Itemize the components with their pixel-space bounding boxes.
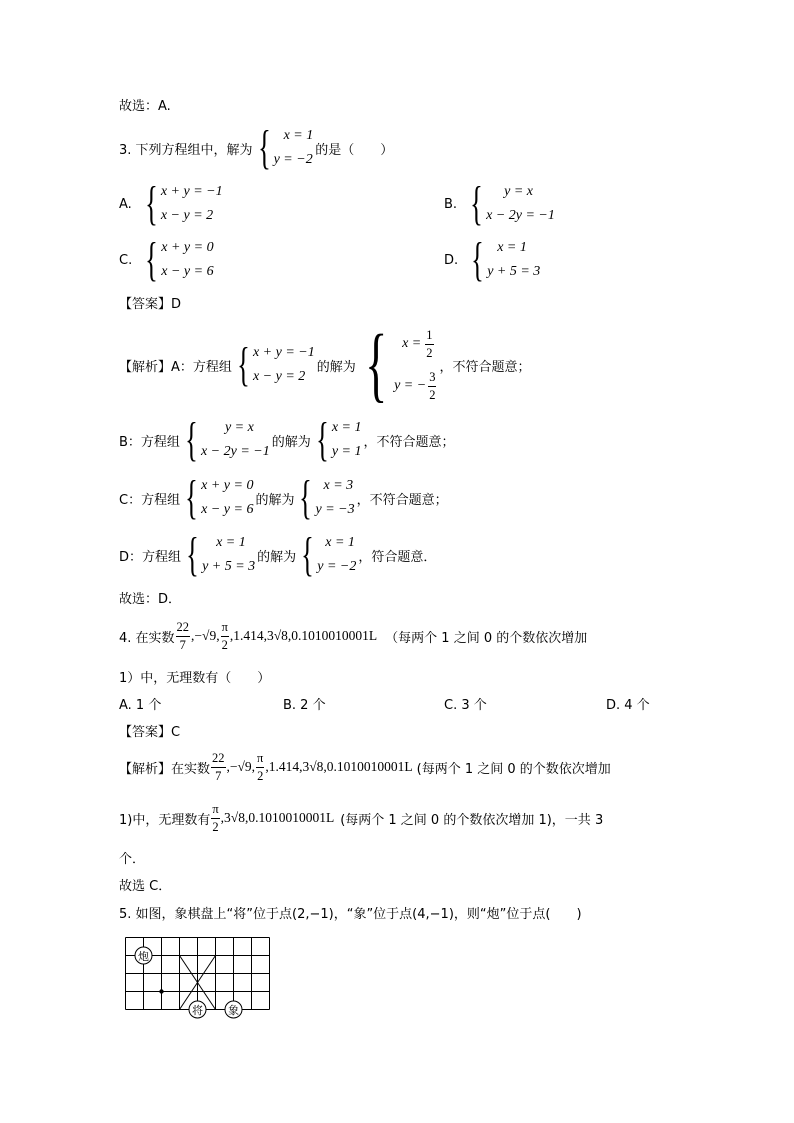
analysis-suffix: ，不符合题意； bbox=[356, 492, 448, 508]
analysis-eq: x − 2y = −1 bbox=[200, 444, 270, 459]
q3-analysis-c bbox=[119, 471, 448, 524]
q3-stem bbox=[119, 121, 394, 174]
q4-analysis-line3: 个． bbox=[119, 852, 146, 867]
analysis-system: { y = x x − 2y = −1 bbox=[185, 413, 270, 466]
q3-option-a[interactable] bbox=[119, 177, 225, 230]
q4-option-c[interactable]: C. 3 个 bbox=[444, 698, 487, 713]
fraction-num: 3 bbox=[428, 371, 436, 387]
analysis-suffix: ，符合题意． bbox=[358, 549, 437, 565]
q4-answer: 【答案】C bbox=[119, 725, 181, 740]
q4-option-a[interactable]: A. 1 个 bbox=[119, 698, 162, 713]
option-eq: x − y = 6 bbox=[161, 264, 214, 279]
analysis-eq: x − y = 2 bbox=[252, 369, 306, 384]
analysis-list-b: ,1.414,3√8,0.1010010001L bbox=[265, 759, 413, 774]
option-eq: x − 2y = −1 bbox=[486, 208, 555, 223]
analysis-mid: 的解为 bbox=[257, 549, 297, 565]
option-label: A. bbox=[119, 196, 132, 212]
analysis-line2-suffix: (每两个 1 之间 0 的个数依次增加 1)，一共 3 bbox=[340, 812, 604, 828]
q3-option-b[interactable] bbox=[444, 177, 557, 230]
option-label: D. bbox=[444, 252, 459, 268]
option-eq: x = 1 bbox=[497, 240, 527, 255]
analysis-eq: x = 1 bbox=[216, 535, 246, 550]
analysis-system: { x + y = −1 x − y = 2 bbox=[237, 338, 315, 391]
q3-stem-prefix: 3. 下列方程组中，解为 bbox=[119, 142, 253, 158]
fraction-den: 2 bbox=[429, 387, 436, 402]
fraction bbox=[211, 803, 219, 833]
fraction-den: 2 bbox=[221, 637, 228, 652]
q4-stem bbox=[119, 614, 587, 658]
piece-pao bbox=[135, 947, 152, 964]
analysis-solution: { x = 1 y = −2 bbox=[301, 528, 357, 581]
fraction bbox=[176, 621, 191, 651]
fraction-den: 2 bbox=[257, 768, 264, 783]
analysis-prefix: 【解析】A：方程组 bbox=[119, 359, 232, 375]
fraction-num: π bbox=[211, 803, 219, 819]
option-system: { x + y = −1 x − y = 2 bbox=[144, 177, 223, 230]
q4-prefix: 4. 在实数 bbox=[119, 630, 175, 646]
option-eq: x − y = 2 bbox=[160, 208, 214, 223]
analysis-solution: { x = 3 y = −3 bbox=[299, 471, 355, 524]
analysis-note: (每两个 1 之间 0 的个数依次增加 bbox=[416, 761, 611, 777]
analysis-eq: x + y = −1 bbox=[252, 345, 315, 360]
q4-option-b[interactable]: B. 2 个 bbox=[283, 698, 326, 713]
option-label: B. bbox=[444, 196, 458, 212]
analysis-prefix: B：方程组 bbox=[119, 434, 180, 450]
analysis-eq: x − y = 6 bbox=[201, 502, 254, 517]
analysis-list-a: ,−√9, bbox=[226, 759, 256, 774]
solution-eq: x = 1 bbox=[331, 420, 362, 435]
piece-jiang-label: 将 bbox=[192, 1004, 203, 1017]
q3-analysis-d bbox=[119, 528, 437, 581]
piece-xiang-label: 象 bbox=[228, 1004, 239, 1017]
analysis-solution: { x = $\frac{1}{2}$ y = − $\frac{3}{2}$ bbox=[364, 318, 436, 411]
analysis-line2-list: ,3√8,0.1010010001L bbox=[220, 810, 335, 825]
option-label: C. bbox=[119, 252, 133, 268]
analysis-eq: y = x bbox=[224, 420, 254, 435]
q3-answer: 【答案】D bbox=[119, 297, 182, 312]
option-system: { x = 1 y + 5 = 3 bbox=[471, 233, 541, 286]
fraction-num: π bbox=[221, 621, 229, 637]
option-system: { x + y = 0 x − y = 6 bbox=[145, 233, 214, 286]
q3-conclusion: 故选：D． bbox=[119, 592, 182, 607]
analysis-suffix: ，不符合题意； bbox=[439, 359, 531, 375]
q4-note: （每两个 1 之间 0 的个数依次增加 bbox=[385, 630, 588, 646]
chessboard-figure bbox=[118, 930, 282, 1022]
analysis-mid: 的解为 bbox=[255, 492, 295, 508]
solution-x: x = bbox=[402, 336, 422, 351]
q3-stem-system: { x = 1 y = −2 bbox=[257, 121, 314, 174]
fraction-num: 22 bbox=[176, 621, 191, 637]
piece-pao-label: 炮 bbox=[138, 950, 149, 963]
q3-option-d[interactable] bbox=[444, 233, 542, 286]
piece-jiang bbox=[189, 1001, 206, 1018]
fraction-den: 7 bbox=[215, 768, 222, 783]
analysis-mid: 的解为 bbox=[316, 359, 356, 375]
option-eq: x + y = 0 bbox=[161, 240, 214, 255]
q3-option-c[interactable] bbox=[119, 233, 216, 286]
fraction-num: 22 bbox=[211, 752, 226, 768]
analysis-prefix: C：方程组 bbox=[119, 492, 181, 508]
option-system: { y = x x − 2y = −1 bbox=[470, 177, 555, 230]
q4-list-a: ,−√9, bbox=[191, 628, 220, 643]
q5-stem: 5. 如图，象棋盘上“将”位于点(2,−1)，“象”位于点(4,−1)，则“炮”位于点( ) bbox=[119, 907, 582, 922]
fraction bbox=[221, 621, 229, 651]
q2-conclusion: 故选：A. bbox=[119, 99, 171, 114]
option-eq: y + 5 = 3 bbox=[487, 264, 541, 279]
fraction-den: 2 bbox=[212, 819, 219, 834]
q3-stem-eq2: y = −2 bbox=[273, 152, 313, 167]
q3-analysis-a bbox=[119, 318, 531, 411]
q3-stem-eq1: x = 1 bbox=[283, 128, 314, 143]
fraction-den: 2 bbox=[426, 345, 433, 360]
q4-analysis-line2 bbox=[119, 796, 603, 840]
analysis-system: { x = 1 y + 5 = 3 bbox=[186, 528, 256, 581]
solution-eq: y = 1 bbox=[331, 444, 362, 459]
solution-y: y = − bbox=[394, 378, 427, 393]
fraction bbox=[256, 752, 264, 782]
analysis-line2-prefix: 1)中，无理数有 bbox=[119, 812, 211, 828]
q4-option-d[interactable]: D. 4 个 bbox=[606, 698, 650, 713]
analysis-mid: 的解为 bbox=[271, 434, 311, 450]
option-eq: y = x bbox=[504, 184, 533, 199]
fraction-num: π bbox=[256, 752, 264, 768]
q4-analysis-line1 bbox=[119, 745, 611, 789]
analysis-suffix: ，不符合题意； bbox=[363, 434, 455, 450]
solution-eq: x = 1 bbox=[325, 535, 355, 550]
analysis-prefix: D：方程组 bbox=[119, 549, 182, 565]
q4-list-b: ,1.414,3√8,0.1010010001L bbox=[229, 628, 378, 643]
fraction bbox=[425, 329, 433, 359]
solution-eq: x = 3 bbox=[323, 478, 354, 493]
option-eq: x + y = −1 bbox=[160, 184, 223, 199]
fraction bbox=[211, 752, 226, 782]
fraction bbox=[428, 371, 436, 401]
analysis-prefix: 【解析】在实数 bbox=[119, 761, 211, 777]
solution-eq: y = −2 bbox=[317, 559, 357, 574]
analysis-solution: { x = 1 y = 1 bbox=[315, 413, 362, 466]
solution-eq: y = −3 bbox=[315, 502, 355, 517]
analysis-eq: x + y = 0 bbox=[201, 478, 254, 493]
board-dot bbox=[159, 989, 163, 993]
q4-stem-line2: 1）中，无理数有（ ） bbox=[119, 671, 271, 686]
analysis-system: { x + y = 0 x − y = 6 bbox=[185, 471, 254, 524]
fraction-num: 1 bbox=[425, 329, 433, 345]
q3-stem-suffix: 的是（ ） bbox=[315, 142, 394, 158]
piece-xiang bbox=[225, 1001, 242, 1018]
analysis-eq: y + 5 = 3 bbox=[202, 559, 256, 574]
fraction-den: 7 bbox=[179, 637, 186, 652]
q4-conclusion: 故选 C． bbox=[119, 879, 172, 894]
q3-analysis-b bbox=[119, 413, 455, 466]
